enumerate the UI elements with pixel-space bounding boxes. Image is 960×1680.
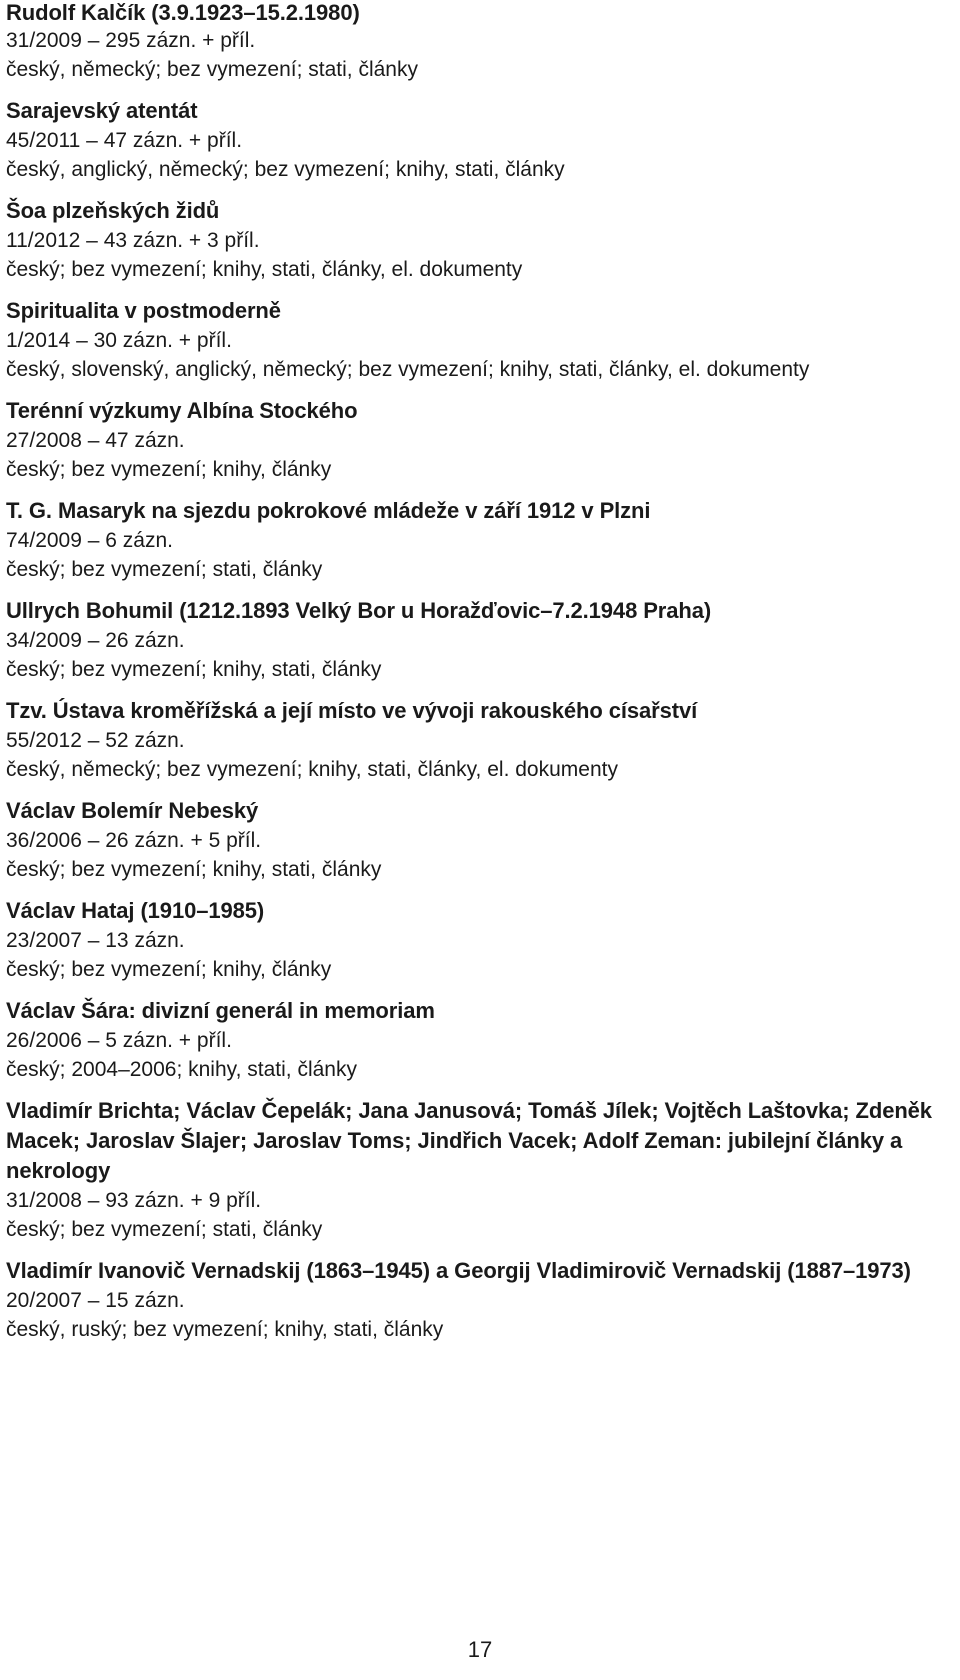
entry-title: Václav Hataj (1910–1985) — [6, 898, 265, 923]
entry-title: Rudolf Kalčík (3.9.1923–15.2.1980) — [6, 0, 360, 25]
entry-details: český, německý; bez vymezení; knihy, stati, články, el. dokumenty — [6, 758, 618, 781]
entry-details: český, ruský; bez vymezení; knihy, stati, články — [6, 1318, 444, 1341]
entry-details: český; bez vymezení; knihy, stati, články, el. dokumenty — [6, 258, 523, 281]
entry-masaryk — [6, 496, 956, 584]
entry-details: český; bez vymezení; stati, články — [6, 558, 323, 581]
page-number: 17 — [467, 1637, 493, 1662]
entry-details: český; bez vymezení; stati, články — [6, 1218, 323, 1241]
entry-details: český; bez vymezení; knihy, články — [6, 458, 332, 481]
entry-sara — [6, 996, 956, 1084]
entry-count: 74/2009 – 6 zázn. — [6, 529, 173, 552]
entry-title: Vladimír Ivanovič Vernadskij (1863–1945) a Georgij Vladimirovič Vernadskij (1887–1973) — [6, 1258, 911, 1283]
entry-details: český; 2004–2006; knihy, stati, články — [6, 1058, 357, 1081]
entry-title: Václav Bolemír Nebeský — [6, 798, 259, 823]
entry-count: 11/2012 – 43 zázn. + 3 příl. — [6, 229, 260, 252]
entry-title: Václav Šára: divizní generál in memoriam — [6, 998, 435, 1023]
entry-count: 34/2009 – 26 zázn. — [6, 629, 185, 652]
entry-count: 20/2007 – 15 zázn. — [6, 1289, 185, 1312]
entry-details: český, německý; bez vymezení; stati, články — [6, 58, 418, 81]
entry-stocky — [6, 396, 956, 484]
bibliography-page — [6, 0, 956, 1356]
entry-ullrych — [6, 596, 956, 684]
entry-soa — [6, 196, 956, 284]
entry-count: 26/2006 – 5 zázn. + příl. — [6, 1029, 232, 1052]
entry-title: Vladimír Brichta; Václav Čepelák; Jana Janusová; Tomáš Jílek; Vojtěch Laštovka; Zdeněk Macek; Jaroslav Šlajer; Jaroslav Toms; Jindřich Vacek; Adolf Zeman: jubilejní články a nekrology — [6, 1098, 932, 1183]
entry-details: český; bez vymezení; knihy, články — [6, 958, 332, 981]
entry-sarajevo — [6, 96, 956, 184]
entry-nebesky — [6, 796, 956, 884]
entry-count: 27/2008 – 47 zázn. — [6, 429, 185, 452]
entry-count: 36/2006 – 26 zázn. + 5 příl. — [6, 829, 262, 852]
entry-count: 1/2014 – 30 zázn. + příl. — [6, 329, 232, 352]
entry-count: 23/2007 – 13 zázn. — [6, 929, 185, 952]
entry-title: Sarajevský atentát — [6, 98, 198, 123]
entry-title: T. G. Masaryk na sjezdu pokrokové mládeže v září 1912 v Plzni — [6, 498, 651, 523]
entry-details: český; bez vymezení; knihy, stati, články — [6, 658, 382, 681]
entry-count: 31/2009 – 295 zázn. + příl. — [6, 29, 256, 52]
entry-jubilejni — [6, 1096, 956, 1244]
entry-title: Ullrych Bohumil (1212.1893 Velký Bor u Horažďovic–7.2.1948 Praha) — [6, 598, 712, 623]
entry-ustava — [6, 696, 956, 784]
entry-details: český, slovenský, anglický, německý; bez vymezení; knihy, stati, články, el. dokumenty — [6, 358, 810, 381]
entry-title: Spiritualita v postmoderně — [6, 298, 281, 323]
entry-details: český, anglický, německý; bez vymezení; knihy, stati, články — [6, 158, 565, 181]
entry-title: Tzv. Ústava kroměřížská a její místo ve vývoji rakouského císařství — [6, 698, 698, 723]
entry-title: Šoa plzeňských židů — [6, 198, 220, 223]
entry-details: český; bez vymezení; knihy, stati, články — [6, 858, 382, 881]
entry-count: 45/2011 – 47 zázn. + příl. — [6, 129, 243, 152]
entry-count: 31/2008 – 93 zázn. + 9 příl. — [6, 1189, 262, 1212]
entry-title: Terénní výzkumy Albína Stockého — [6, 398, 358, 423]
entry-vernadskij — [6, 1256, 956, 1344]
entry-kalcik — [6, 0, 956, 84]
entry-count: 55/2012 – 52 zázn. — [6, 729, 185, 752]
entry-hataj — [6, 896, 956, 984]
entry-spiritualita — [6, 296, 956, 384]
